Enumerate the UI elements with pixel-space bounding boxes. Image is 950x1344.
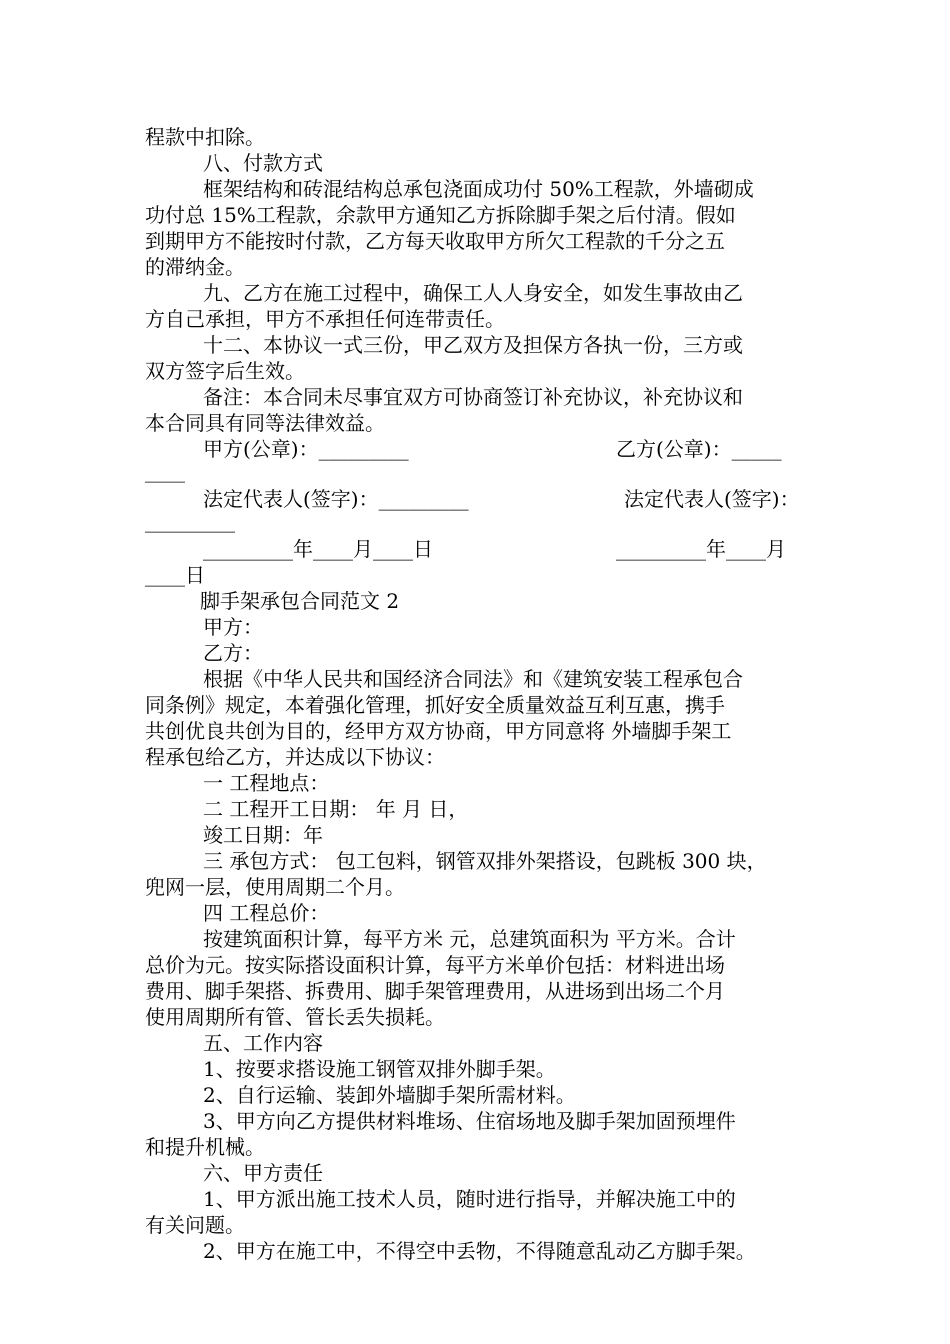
list-item: 1、甲方派出施工技术人员，随时进行指导，并解决施工中的 bbox=[203, 1187, 736, 1211]
text-line: 费用、脚手架搭、拆费用、脚手架管理费用，从进场到出场二个月 bbox=[145, 979, 725, 1003]
section-heading: 三 承包方式： 包工包料，钢管双排外架搭设，包跳板 300 块， bbox=[203, 849, 767, 873]
text-line: 的滞纳金。 bbox=[145, 255, 245, 279]
text-line: 本合同具有同等法律效益。 bbox=[145, 411, 385, 435]
text-line: 九、乙方在施工过程中，确保工人人身安全，如发生事故由乙 bbox=[203, 281, 743, 305]
party-a-line: 甲方： bbox=[203, 615, 263, 639]
contract-title: 脚手架承包合同范文 2 bbox=[200, 589, 400, 613]
text-line: 和提升机械。 bbox=[145, 1135, 265, 1159]
rep-a-signature: 法定代表人(签字)：_________ bbox=[203, 487, 469, 511]
text-line: 按建筑面积计算，每平方米 元，总建筑面积为 平方米。合计 bbox=[203, 927, 736, 951]
text-line: 程款中扣除。 bbox=[145, 125, 265, 149]
rep-b-signature: 法定代表人(签字)： bbox=[624, 487, 800, 511]
party-b-line: 乙方： bbox=[203, 641, 263, 665]
text-line: 双方签字后生效。 bbox=[145, 359, 305, 383]
party-b-seal-underline: ____ bbox=[145, 459, 185, 483]
text-line: 兜网一层，使用周期二个月。 bbox=[145, 875, 405, 899]
text-line: 到期甲方不能按时付款，乙方每天收取甲方所欠工程款的千分之五 bbox=[145, 229, 725, 253]
text-line: 方自己承担，甲方不承担任何连带责任。 bbox=[145, 307, 505, 331]
date-b-cont: ____日 bbox=[145, 563, 205, 587]
text-line: 使用周期所有管、管长丢失损耗。 bbox=[145, 1005, 445, 1029]
section-heading: 一 工程地点： bbox=[203, 771, 330, 795]
text-line: 总价为元。按实际搭设面积计算，每平方米单价包括：材料进出场 bbox=[145, 953, 725, 977]
list-item: 2、自行运输、装卸外墙脚手架所需材料。 bbox=[203, 1083, 576, 1107]
text-line: 同条例》规定，本着强化管理，抓好安全质量效益互利互惠，携手 bbox=[145, 693, 725, 717]
party-a-seal: 甲方(公章)：_________ bbox=[203, 437, 409, 461]
section-heading: 四 工程总价： bbox=[203, 901, 330, 925]
date-a: _________年____月____日 bbox=[203, 537, 433, 561]
text-line: 有关问题。 bbox=[145, 1213, 245, 1237]
text-line: 十二、本协议一式三份，甲乙双方及担保方各执一份，三方或 bbox=[203, 333, 743, 357]
list-item: 3、甲方向乙方提供材料堆场、住宿场地及脚手架加固预埋件 bbox=[203, 1109, 736, 1133]
party-b-seal: 乙方(公章)：_____ bbox=[616, 437, 782, 461]
text-line: 竣工日期：年 bbox=[203, 823, 323, 847]
text-line: 功付总 15%工程款，余款甲方通知乙方拆除脚手架之后付清。假如 bbox=[145, 203, 736, 227]
section-heading: 二 工程开工日期： 年 月 日， bbox=[203, 797, 469, 821]
text-line: 框架结构和砖混结构总承包浇面成功付 50%工程款，外墙砌成 bbox=[203, 177, 754, 201]
text-line: 程承包给乙方，并达成以下协议： bbox=[145, 745, 445, 769]
section-heading: 五、工作内容 bbox=[203, 1031, 323, 1055]
list-item: 1、按要求搭设施工钢管双排外脚手架。 bbox=[203, 1057, 556, 1081]
text-line: 共创优良共创为目的，经甲方双方协商，甲方同意将 外墙脚手架工 bbox=[145, 719, 732, 743]
section-heading: 八、付款方式 bbox=[203, 151, 323, 175]
section-heading: 六、甲方责任 bbox=[203, 1161, 323, 1185]
list-item: 2、甲方在施工中，不得空中丢物，不得随意乱动乙方脚手架。 bbox=[203, 1239, 756, 1263]
date-b: _________年____月 bbox=[616, 537, 786, 561]
rep-b-signature-underline: _________ bbox=[145, 509, 235, 533]
text-line: 根据《中华人民共和国经济合同法》和《建筑安装工程承包合 bbox=[203, 667, 743, 691]
text-line: 备注：本合同未尽事宜双方可协商签订补充协议，补充协议和 bbox=[203, 385, 743, 409]
